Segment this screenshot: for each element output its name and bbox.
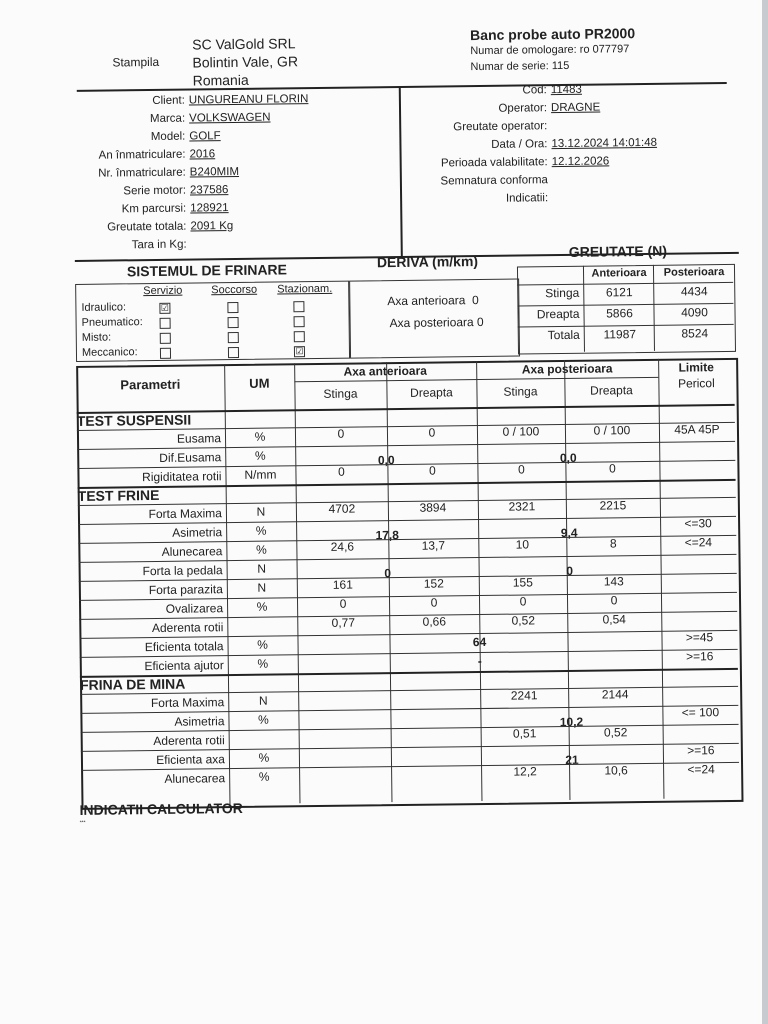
test-field-label: Indicatii: [505, 192, 549, 205]
param-front-axle-value: 0,0 [377, 453, 395, 468]
suspension-title: TEST SUSPENSII [76, 411, 192, 429]
client-field-value: VOLKSWAGEN [189, 111, 271, 125]
param-value: 0 [610, 593, 618, 608]
test-field-label: Data / Ora: [491, 138, 548, 151]
param-unit: % [258, 712, 269, 727]
param-unit: % [254, 429, 266, 444]
checkbox-icon [228, 332, 239, 343]
header-rear-right: Dreapta [590, 383, 633, 398]
checkbox-icon [293, 301, 304, 312]
param-unit: % [258, 750, 270, 765]
header-limits: Limite [678, 360, 714, 375]
calculator-indications-title: INDICATII CALCULATOR [79, 799, 243, 818]
param-label: Asimetria [172, 525, 223, 540]
param-value: 2215 [599, 498, 627, 513]
weight-row-label: Dreapta [536, 306, 580, 322]
param-unit: % [257, 656, 269, 671]
param-total-value: 64 [472, 634, 487, 650]
header-um: UM [249, 375, 270, 391]
braking-row-label: Meccanico: [81, 346, 138, 359]
test-field-value: 12.12.2026 [551, 155, 610, 169]
client-field-value: 128921 [190, 202, 229, 215]
param-value: 0,66 [422, 614, 447, 629]
param-value: 152 [423, 576, 444, 591]
param-rear-axle-value: 0 [566, 563, 574, 578]
param-limit: >=45 [685, 630, 714, 645]
param-value: 0,77 [331, 615, 356, 630]
param-value: 0,52 [511, 613, 536, 628]
param-limit: <=30 [684, 516, 712, 531]
checkbox-icon [160, 333, 171, 344]
param-value: 12,2 [513, 764, 537, 779]
test-field-label: Cod: [522, 84, 547, 97]
param-value: 0,54 [602, 612, 627, 627]
param-label: Eficienta ajutor [144, 658, 224, 674]
test-field-label: Perioada valabilitate: [440, 156, 548, 170]
client-field-label: Nr. înmatriculare: [98, 166, 186, 180]
header-rear-axle: Axa posterioara [521, 361, 613, 377]
braking-column-header: Soccorso [211, 283, 258, 297]
parking-title: FRINA DE MINA [79, 675, 186, 693]
param-limit: <=24 [687, 762, 715, 777]
param-value: 0 / 100 [502, 424, 540, 439]
weight-front-value: 5866 [606, 306, 633, 321]
checkbox-icon [160, 318, 171, 329]
header-parametri: Parametri [120, 376, 181, 393]
param-label: Dif.Eusama [159, 450, 222, 465]
param-rear-axle-value: 9,4 [560, 525, 578, 541]
param-value: 0 [608, 461, 616, 476]
calculator-mark: *** [79, 819, 86, 826]
client-field-label: Greutate totala: [107, 220, 187, 234]
checkbox-icon [160, 348, 171, 359]
param-value: 3894 [419, 500, 447, 515]
param-unit: N [257, 580, 267, 595]
param-value: 0 [429, 463, 436, 478]
serial-number: Numar de serie: 115 [470, 59, 570, 74]
approval-number: Numar de omologare: ro 077797 [470, 43, 630, 58]
braking-system-title: SISTEMUL DE FRINARE [126, 261, 288, 280]
weight-header-front: Anterioara [591, 266, 647, 280]
client-field-label: Marca: [149, 112, 186, 126]
param-limit: >=16 [687, 743, 715, 758]
param-label: Ovalizarea [165, 601, 224, 616]
param-label: Aderenta rotii [151, 620, 224, 636]
brakes-title: TEST FRINE [77, 486, 160, 504]
device-title: Banc probe auto PR2000 [470, 25, 636, 44]
checkbox-icon [294, 316, 305, 327]
braking-column-header: Stazionam. [277, 282, 333, 296]
param-limit: <= 100 [681, 705, 720, 720]
weight-row-label: Stinga [545, 285, 580, 301]
param-limit: >=16 [685, 649, 714, 664]
param-label: Alunecarea [161, 544, 223, 559]
checkbox-icon: ☑ [295, 346, 304, 357]
company-name: SC ValGold SRL [192, 35, 296, 53]
test-field-label: Greutate operator: [453, 120, 548, 134]
test-field-label: Semnatura conforma [440, 174, 548, 188]
client-field-value: 2016 [189, 148, 216, 161]
param-unit: N [257, 561, 267, 576]
test-field-value: 13.12.2024 14:01:48 [551, 136, 658, 151]
param-value: 0 [517, 462, 525, 477]
weight-front-value: 11987 [603, 327, 637, 342]
client-field-value: B240MIM [189, 165, 240, 179]
deriva-title: DERIVA (m/km) [376, 253, 479, 271]
client-field-label: Model: [150, 130, 186, 144]
checkbox-icon [227, 302, 238, 313]
client-field-value: 2091 Kg [190, 220, 234, 233]
param-value: 0 [338, 464, 345, 479]
param-value: 13,7 [421, 538, 446, 553]
param-value: 0 [519, 594, 527, 609]
param-unit: N [258, 693, 268, 708]
braking-column-header: Servizio [143, 284, 183, 298]
param-front-axle-value: 0 [384, 566, 392, 581]
param-value: 2321 [508, 499, 536, 514]
param-limit: <=24 [684, 535, 713, 550]
checkbox-icon: ☑ [160, 302, 170, 313]
param-label: Forta Maxima [148, 506, 223, 522]
param-label: Asimetria [174, 714, 225, 729]
checkbox-icon [228, 317, 239, 328]
test-field-value: 11483 [550, 83, 583, 97]
param-rear-axle-value: 21 [565, 752, 579, 768]
param-value: 2241 [510, 688, 538, 703]
weight-header-rear: Posterioara [663, 266, 725, 279]
param-unit: % [255, 542, 267, 557]
param-rear-axle-value: 0,0 [559, 450, 577, 466]
param-unit: N [256, 504, 266, 519]
weight-rear-value: 4434 [680, 284, 708, 299]
weight-row-label: Totala [547, 327, 580, 343]
param-value: 161 [332, 577, 353, 592]
param-label: Rigiditatea rotii [142, 469, 222, 485]
param-value: 0 [428, 425, 436, 440]
weight-rear-value: 8524 [681, 326, 709, 341]
checkbox-icon [228, 347, 239, 358]
deriva-front: Axa anterioara 0 [387, 293, 479, 309]
param-unit: % [256, 599, 268, 614]
param-value: 4702 [328, 501, 356, 516]
header-front-right: Dreapta [410, 385, 453, 400]
param-value: 10 [515, 537, 530, 552]
param-value: 2144 [601, 687, 629, 702]
header-front-axle: Axa anterioara [343, 363, 427, 379]
weight-front-value: 6121 [605, 285, 633, 300]
param-value: 0,52 [603, 725, 628, 740]
param-label: Aderenta rotii [153, 733, 225, 749]
company-country: Romania [192, 71, 249, 89]
param-label: Eficienta totala [144, 639, 224, 655]
stamp-label: Stampila [112, 54, 160, 70]
weight-title: GREUTATE (N) [568, 242, 668, 260]
param-value: 155 [512, 575, 533, 590]
param-front-axle-value: 17,8 [375, 528, 399, 543]
client-field-label: Client: [152, 94, 185, 107]
param-value: 0 [337, 426, 345, 441]
param-value: 10,6 [604, 763, 628, 778]
param-label: Forta la pedala [142, 563, 223, 579]
param-label: Eficienta axa [156, 752, 226, 768]
test-field-value: DRAGNE [550, 101, 601, 115]
weight-rear-value: 4090 [681, 305, 708, 320]
client-field-value: GOLF [189, 130, 221, 143]
param-label: Eusama [176, 431, 222, 446]
param-label: Forta parazita [148, 582, 223, 598]
header-danger: Pericol [677, 376, 715, 391]
param-value: 0 [339, 596, 347, 611]
client-field-value: 237586 [189, 184, 229, 197]
param-total-value: - [477, 654, 482, 669]
param-limit: 45A 45P [674, 422, 720, 437]
braking-row-label: Pneumatico: [81, 316, 143, 329]
client-field-label: Km parcursi: [121, 202, 187, 216]
braking-row-label: Misto: [81, 331, 112, 344]
client-field-label: Tara in Kg: [131, 238, 187, 252]
header-front-left: Stinga [323, 386, 358, 401]
param-unit: N/mm [244, 467, 277, 482]
param-value: 8 [609, 536, 617, 551]
test-field-label: Operator: [498, 102, 548, 115]
param-value: 0 [430, 595, 438, 610]
param-label: Alunecarea [164, 771, 226, 786]
client-field-label: An înmatriculare: [98, 148, 186, 162]
client-field-label: Serie motor: [123, 184, 187, 198]
header-rear-left: Stinga [503, 384, 538, 399]
param-value: 0,51 [512, 726, 537, 741]
param-label: Forta Maxima [150, 695, 225, 711]
param-value: 0 / 100 [593, 423, 631, 438]
background-edge [762, 0, 768, 1024]
deriva-rear: Axa posterioara 0 [389, 314, 484, 331]
param-value: 24,6 [330, 539, 355, 554]
param-unit: % [255, 523, 267, 538]
checkbox-icon [294, 331, 305, 342]
param-unit: % [257, 637, 268, 652]
param-unit: % [254, 448, 266, 463]
param-value: 143 [603, 574, 624, 589]
braking-row-label: Idraulico: [81, 301, 127, 314]
param-rear-axle-value: 10,2 [559, 714, 584, 730]
param-unit: % [258, 769, 270, 784]
company-address: Bolintin Vale, GR [192, 53, 299, 71]
client-field-value: UNGUREANU FLORIN [188, 93, 309, 107]
